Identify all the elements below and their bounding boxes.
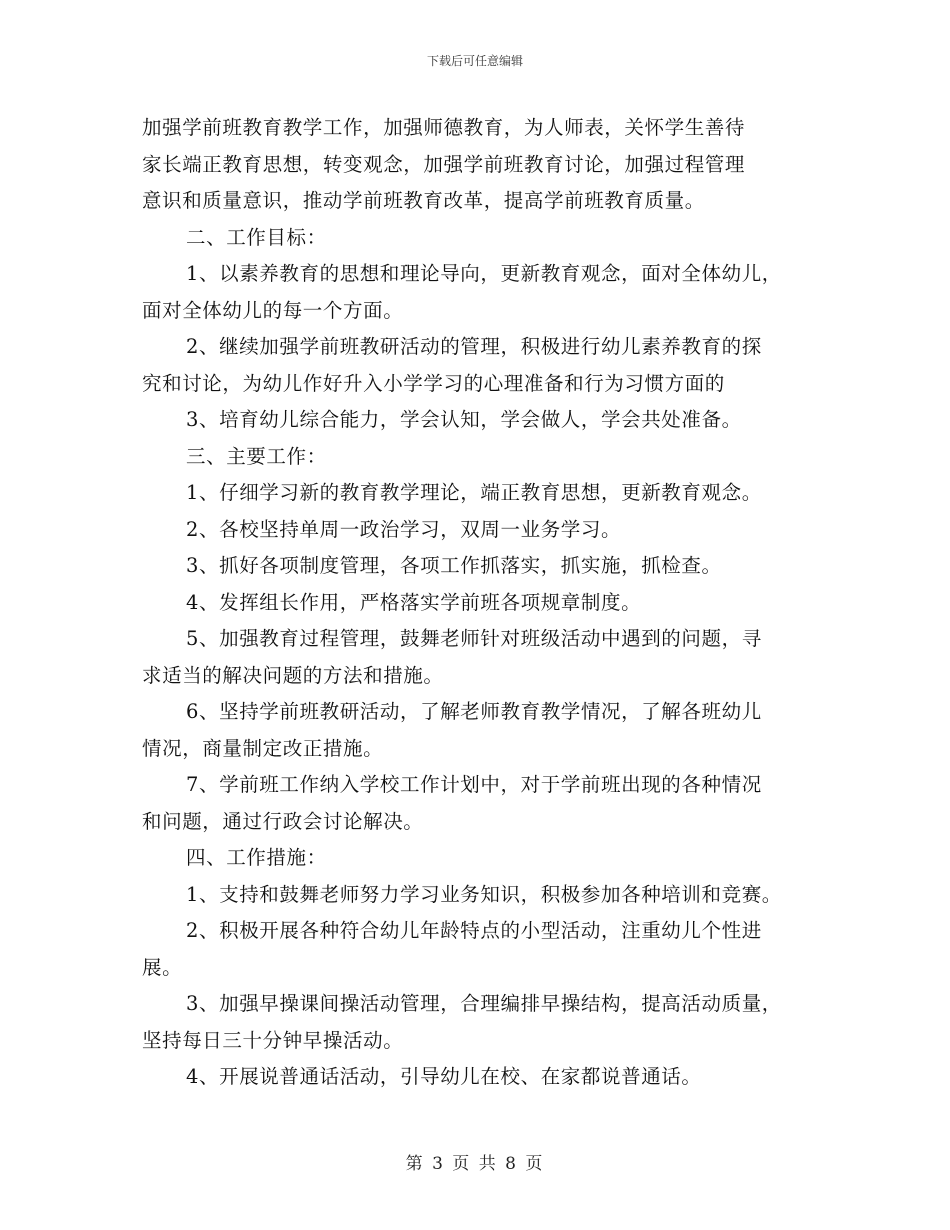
body-line: 四、工作措施： (186, 846, 327, 869)
body-line: 求适当的解决问题的方法和措施。 (142, 663, 444, 687)
body-line: 7、学前班工作纳入学校工作计划中，对于学前班出现的各种情况 (186, 773, 762, 796)
body-line: 二、工作目标： (186, 225, 327, 249)
body-line: 和问题，通过行政会讨论解决。 (142, 809, 424, 833)
body-line: 究和讨论，为幼儿作好升入小学学习的心理准备和行为习惯方面的 (142, 371, 725, 395)
body-line: 1、仔细学习新的教育教学理论，端正教育思想，更新教育观念。 (186, 481, 762, 504)
body-line: 家长端正教育思想，转变观念，加强学前班教育讨论，加强过程管理 (142, 152, 746, 176)
page-header-note: 下载后可任意编辑 (426, 54, 523, 68)
body-line: 3、培育幼儿综合能力，学会认知，学会做人，学会共处准备。 (186, 408, 742, 431)
body-line: 意识和质量意识，推动学前班教育改革，提高学前班教育质量。 (142, 189, 705, 212)
body-line: 展。 (142, 955, 183, 979)
body-line: 坚持每日三十分钟早操活动。 (142, 1028, 404, 1052)
body-line: 4、开展说普通话活动，引导幼儿在校、在家都说普通话。 (186, 1065, 702, 1088)
body-line: 情况，商量制定改正措施。 (142, 736, 384, 760)
body-line: 2、继续加强学前班教研活动的管理，积极进行幼儿素养教育的探 (186, 335, 762, 358)
body-line: 加强学前班教育教学工作，加强师德教育，为人师表，关怀学生善待 (142, 116, 746, 139)
body-line: 4、发挥组长作用，严格落实学前班各项规章制度。 (186, 590, 642, 614)
body-line: 3、加强早操课间操活动管理，合理编排早操结构，提高活动质量， (186, 992, 782, 1015)
body-line: 2、各校坚持单周一政治学习，双周一业务学习。 (186, 517, 622, 541)
body-line: 3、抓好各项制度管理，各项工作抓落实，抓实施，抓检查。 (186, 554, 722, 577)
body-line: 2、积极开展各种符合幼儿年龄特点的小型活动，注重幼儿个性进 (186, 919, 762, 942)
body-line: 三、主要工作： (186, 444, 327, 468)
body-line: 1、以素养教育的思想和理论导向，更新教育观念，面对全体幼儿， (186, 262, 782, 285)
body-line: 6、坚持学前班教研活动，了解老师教育教学情况，了解各班幼儿 (186, 700, 762, 723)
body-line: 1、支持和鼓舞老师努力学习业务知识，积极参加各种培训和竞赛。 (186, 882, 782, 906)
body-line: 面对全体幼儿的每一个方面。 (142, 298, 404, 322)
body-line: 5、加强教育过程管理，鼓舞老师针对班级活动中遇到的问题，寻 (186, 627, 762, 650)
page-number-footer: 第 3 页 共 8 页 (405, 1154, 545, 1174)
document-body (142, 110, 842, 1096)
